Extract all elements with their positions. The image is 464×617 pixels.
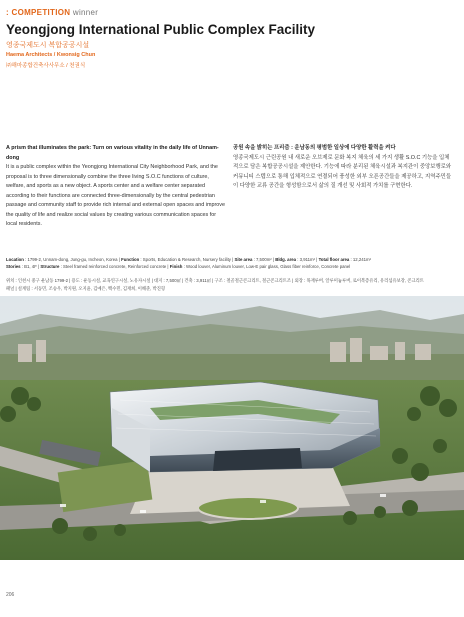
- description-english: [6, 144, 226, 230]
- project-info-korean-line-2: 패널 | 설계팀 : 서동민, 조승우, 박지원, 오지윤, 김예은, 백수민, 김재희, 이해준, 박진형: [6, 286, 166, 291]
- description-lead-korean: 공원 속을 밝히는 프리즘 : 운남동의 평범한 일상에 다양한 활력을 켜다: [233, 145, 396, 151]
- project-info-korean-line-1: 위치 : 인천시 중구 운남동 1799-2 | 용도 : 운동시설, 교육연구시설, 노유자시설 | 대지 : 7,500㎡ | 건축 : 3,911㎡ | 구조 : 철골철근콘크리트, 철근콘크리트조 | 외장 : 목재루버, 알루미늄루버, 로이복층유리, 유리섬유보강, 콘크리트: [6, 278, 424, 283]
- project-info-line-1: Location : 1799-2, Unnam-dong, Jung-gu, Incheon, Korea | Function : Sports, Education & Research, Nursery facility | Site area : 7,500m² | Bldg. area : 3,911m² | Total floor area : 12,241m²: [6, 257, 372, 262]
- project-title-korean: 영종국제도시 복합공공시설: [6, 42, 90, 49]
- description-text-korean: 영종국제도시 근린공원 내 새로운 오브제로 문화 복지 체육의 세 가지 생활 S.O.C 기능을 입체적으로 담은 복합공공시설을 제안한다. 기능에 따라 분리된 체육시설과 복지관이 중앙보행로와 커뮤니티 스텝으로 통해 입체적으로 연결되어 풍성한 외부 오픈공간들을 제공하고, 지역주민들이 다양한 교류 공간을 형성함으로서 삶의 질 개선 및 사회적 가치를 구현한다.: [233, 154, 452, 189]
- section-header: [6, 8, 98, 17]
- section-category: : COMPETITION: [6, 8, 71, 17]
- project-title: Yeongjong International Public Complex Facility: [6, 22, 316, 37]
- description-korean: [233, 144, 453, 192]
- project-info-korean: [6, 277, 458, 293]
- page-number: 206: [6, 592, 15, 598]
- project-info: [6, 256, 458, 270]
- architect-name: Haema Architects / Kwonsig Chun: [6, 52, 96, 58]
- aerial-rendering: [0, 296, 464, 560]
- section-subcategory: winner: [72, 8, 99, 17]
- description-text: It is a public complex within the Yeongjong International City Neighborhood Park, and the proposal is to three dimensionally combine the three living S.O.C functions of culture, welfare, and sports as a new object. A sports center and a welfare center separated according to their functions are connected three-dimensionally by the central pedestrian passage and community staff to provide rich internal and external open spaces and improve the quality of life and realize social values by creating various communication spaces for local residents.: [6, 164, 225, 227]
- architect-name-korean: ㈜해마종합건축사사무소 / 천권식: [6, 63, 86, 69]
- description-lead: A prism that illuminates the park: Turn on various vitality in the daily life of Unnam-dong: [6, 145, 219, 161]
- aerial-rendering-image: [0, 296, 464, 560]
- project-info-line-2: Stories : B1, 4F | Structure : Steel framed reinforced concrete, Reinforced concrete | Finish : Wood louver, Aluminum louver, Low-E pair glass, Glass fiber reinforce, Concrete panel: [6, 264, 351, 270]
